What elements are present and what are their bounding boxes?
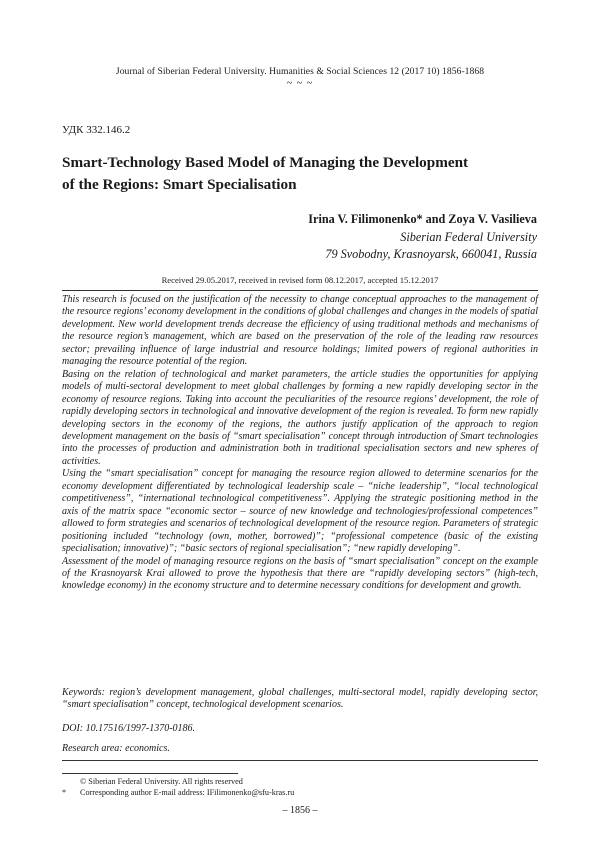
author-address: 79 Svobodny, Krasnoyarsk, 660041, Russia [325,247,537,261]
abstract-paragraph: Assessment of the model of managing resource regions on the basis of “smart specialisation” concept on the example of the Krasnoyarsk Krai allowed to prove the hypothesis that there are “rapidly developing sectors” (high-tech, knowledge economy) in the economy structure and to determine necessary conditions for development and growth. [62,555,538,592]
corresponding-author-footnote [62,788,294,797]
research-area: Research area: economics. [62,743,170,754]
article-title [62,152,532,196]
keywords: Keywords: region’s development management, global challenges, multi-sectoral model, rapidly developing sector, “smart specialisation” concept, technological development scenarios. [62,687,538,711]
corresponding-author-text[interactable]: Corresponding author E-mail address: IFilimonenko@sfu-kras.ru [80,788,295,797]
journal-header: Journal of Siberian Federal University. Humanities & Social Sciences 12 (2017 10) 1856-1868 [115,66,485,77]
author-block [77,211,537,264]
article-title-line-2: of the Regions: Smart Specialisation [62,176,297,193]
footnote-asterisk: * [62,788,67,797]
abstract [62,294,538,593]
article-title-line-1: Smart-Technology Based Model of Managing the Development [62,154,469,171]
udk-code: УДК 332.146.2 [62,124,131,136]
abstract-bottom-rule [62,760,538,761]
doi[interactable]: DOI: 10.17516/1997-1370-0186. [62,723,196,734]
abstract-top-rule [62,290,538,291]
author-names: Irina V. Filimonenko* and Zoya V. Vasilieva [308,212,537,226]
copyright-footnote: © Siberian Federal University. All rights reserved [80,777,243,786]
abstract-paragraph: Basing on the relation of technological and market parameters, the article studies the opportunities for applying models of multi-sectoral development to meet global challenges by forming a new rapidly developing sector in the economy of resource regions. Taking into account the peculiarities of the resource regions’ development, the role of rapidly developing sectors in technological and innovative development of the region is revealed. To form new rapidly developing sectors in the economy of the regions, the authors justify application of the approach to region development management on the basis of “smart specialisation” concept through introduction of Smart technologies into the processes of production and administration both in traditional specialisation sectors and new spheres of activities. [62,368,538,467]
abstract-paragraph: This research is focused on the justification of the necessity to change conceptual approaches to the management of the resource regions’ economy development in the conditions of global challenges and changes in the models of spatial development. New world development trends decrease the efficiency of using traditional methods and mechanisms of the resource region’s management, which are based on the preservation of the role of the leading raw resources sector; prevailing influence of large industrial and resource holdings; limited powers of regional authorities in managing the resource potential of the region. [62,294,538,368]
page-number: – 1856 – [282,805,318,816]
header-ornament: ~ ~ ~ [286,78,314,89]
author-affiliation: Siberian Federal University [400,229,537,244]
abstract-paragraph: Using the “smart specialisation” concept for managing the resource region allowed to determine scenarios for the economy development differentiated by technological leadership scale – “niche leadership”, “local technological competitiveness”, “international technological competitiveness”. Applying the strategic positioning method in the axis of the matrix space “economic sector – source of new knowledge and technologies/professional competences” allowed to form strategies and scenarios of technological development of the resource region. Parameters of strategic positioning included “technology (own, mother, borrowed)”; “professional competence (basic of the existing specialisation; innovative)”; “basic sectors of regional specialisation”; “new rapidly developing”. [62,468,538,555]
received-dates: Received 29.05.2017, received in revised form 08.12.2017, accepted 15.12.2017 [161,275,439,285]
footnote-rule [62,773,238,774]
